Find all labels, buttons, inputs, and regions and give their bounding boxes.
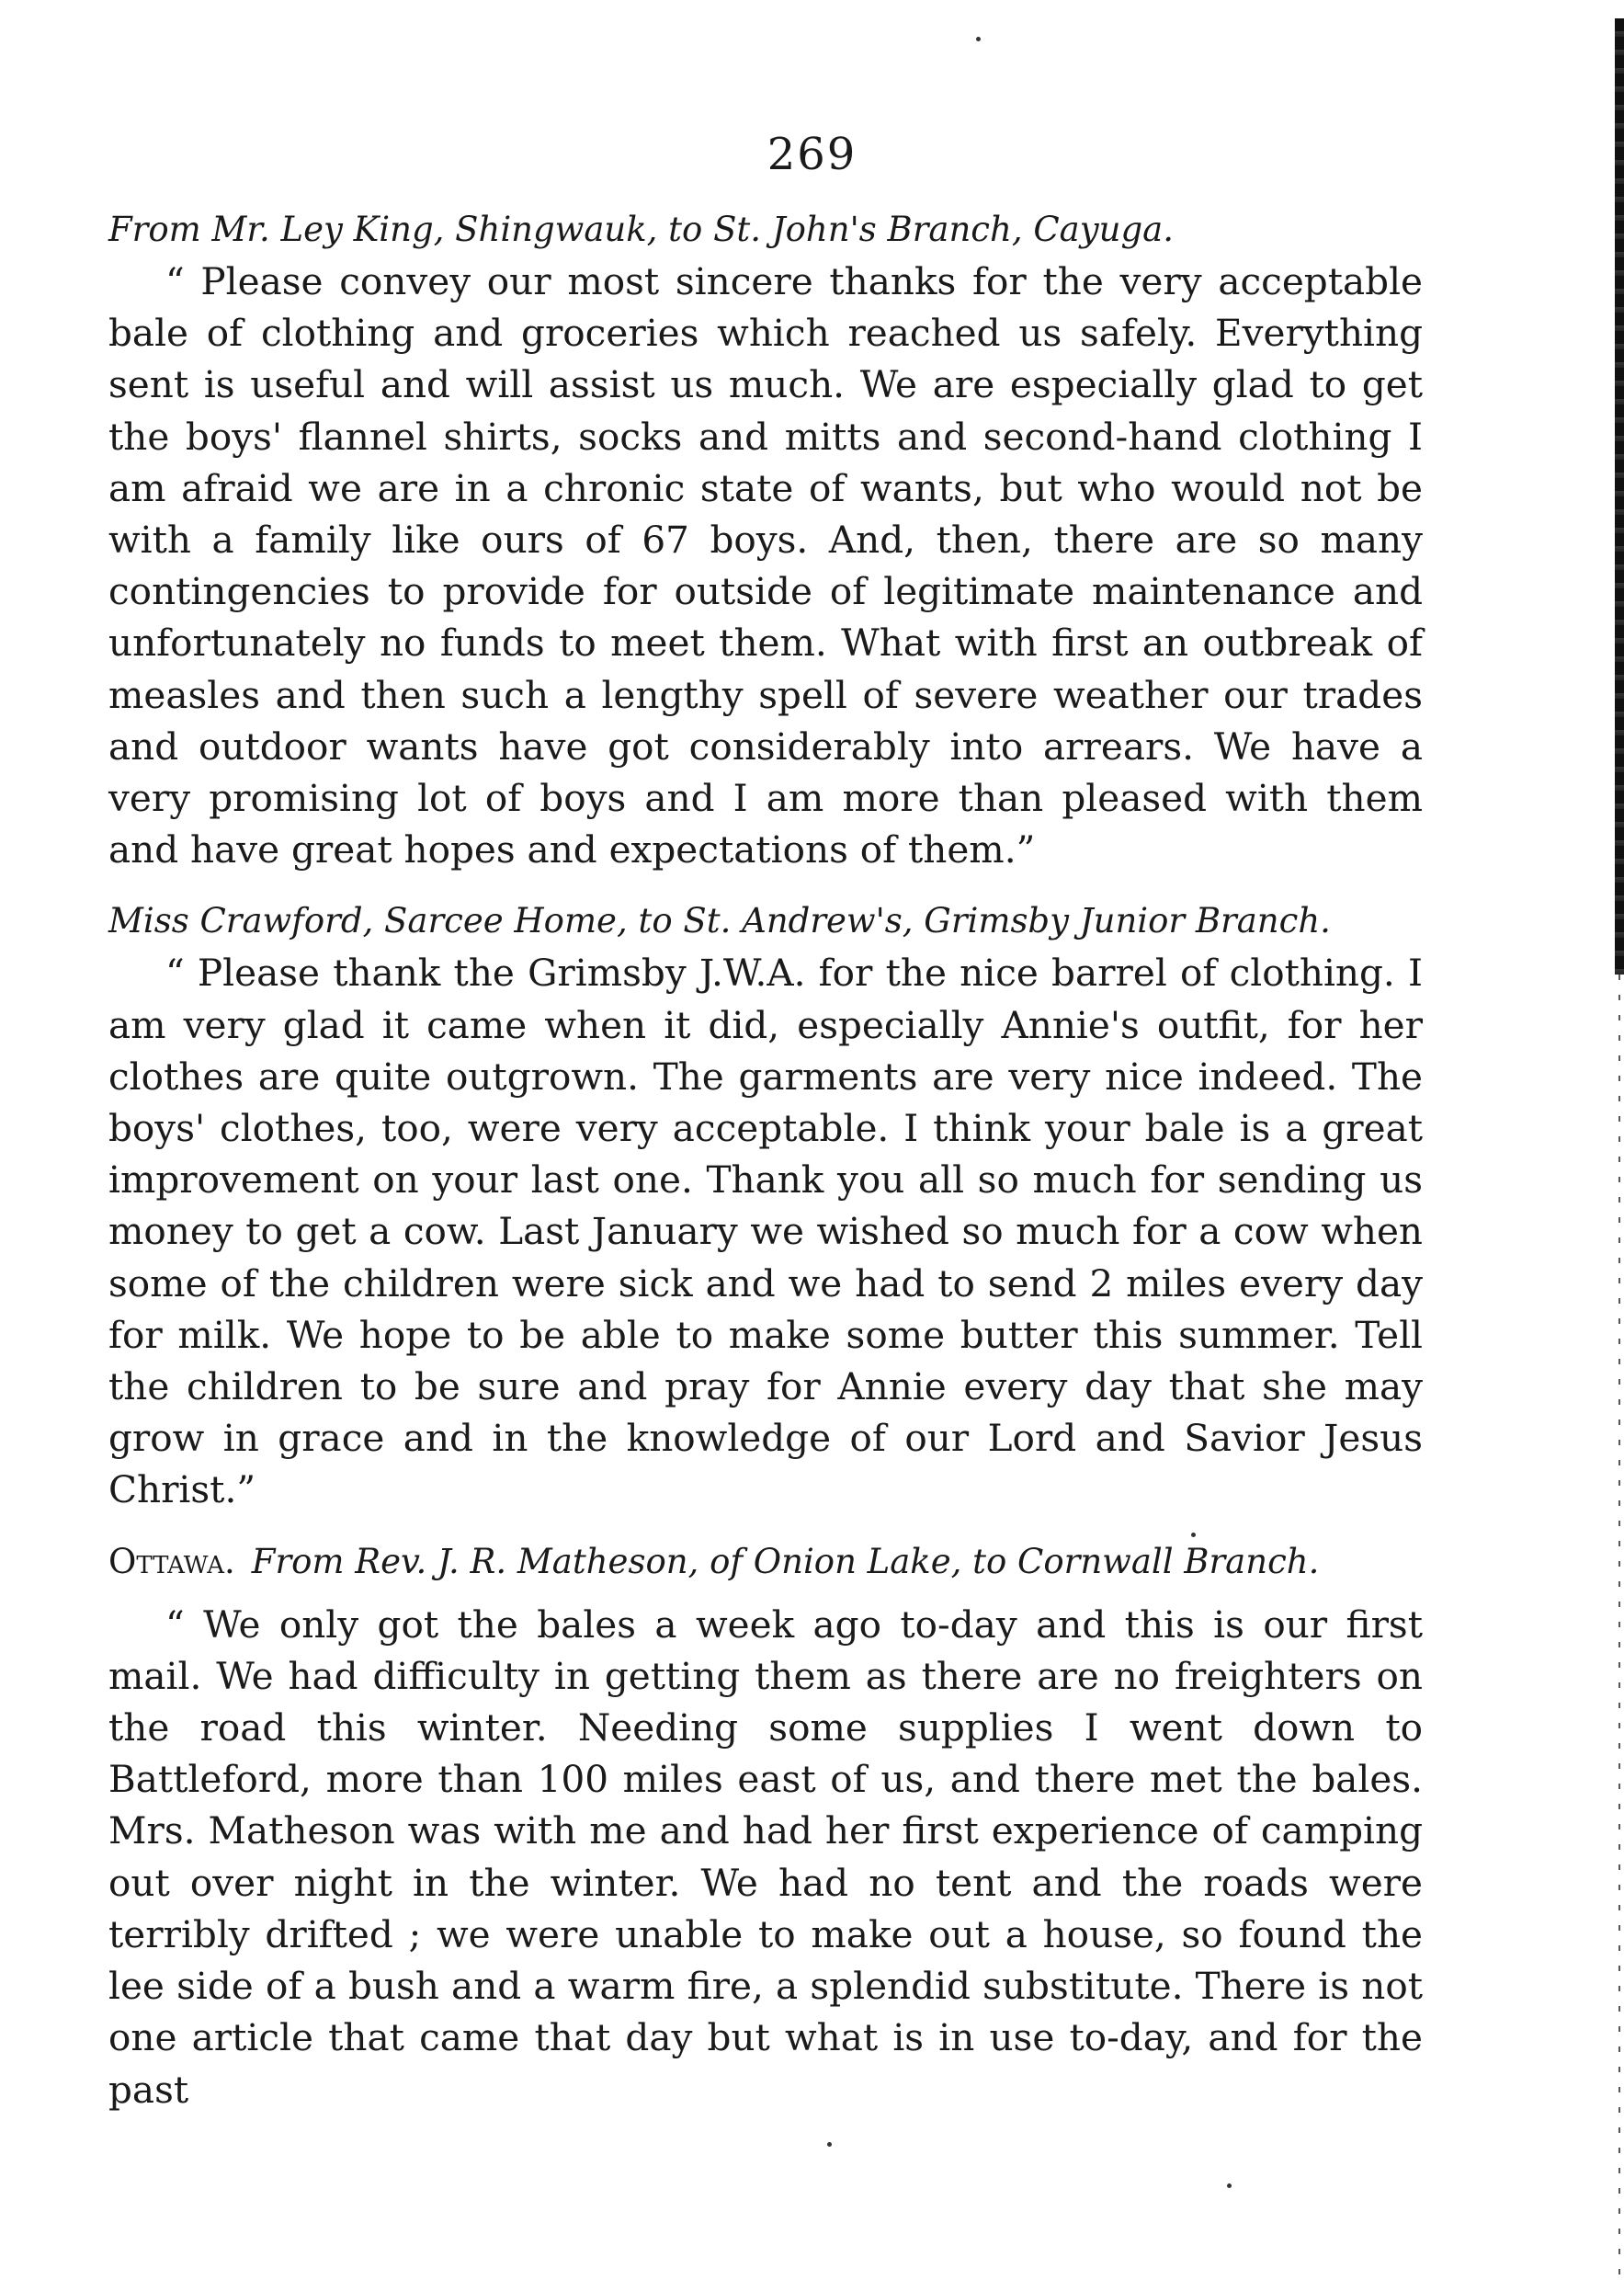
- heading-text: From Rev. J. R. Matheson, of Onion Lake, to Cornwall Branch.: [251, 1541, 1320, 1581]
- heading-text: From Mr. Ley King, Shingwauk, to St. John's Branch, Cayuga.: [108, 210, 1174, 249]
- scan-speck: [1227, 2183, 1232, 2188]
- letter-body: “ Please convey our most sincere thanks for the very acceptable bale of clothing and groceries which reached us safely. Everything sent is useful and will assist us much. We are especially glad to get the boys' flannel shirts, socks and mitts and second-hand clothing I am afraid we are in a chronic state of wants, but who would not be with a family like ours of 67 boys. And, then, there are so many contingencies to provide for outside of legitimate maintenance and unfortunately no funds to meet them. What with first an outbreak of measles and then such a lengthy spell of severe weather our trades and outdoor wants have got considerably into arrears. We have a very promising lot of boys and I am more than pleased with them and have great hopes and expectations of them.”: [108, 259, 1423, 872]
- diocese-label: Ottawa.: [108, 1541, 235, 1581]
- page-edge-dots: [1618, 975, 1620, 2280]
- scan-speck: [827, 2142, 832, 2147]
- letter-heading: [108, 204, 1423, 256]
- letter-heading: [108, 895, 1423, 947]
- letter-body: “ Please thank the Grimsby J.W.A. for the nice barrel of clothing. I am very glad it came when it did, especially Annie's outfit, for her clothes are quite outgrown. The garments are very nice indeed. The boys' clothes, too, were very acceptable. I think your bale is a great improvement on your last one. Thank you all so much for sending us money to get a cow. Last January we wished so much for a cow when some of the children were sick and we had to send 2 miles every day for milk. We hope to be able to make some butter this summer. Tell the children to be sure and pray for Annie every day that she may grow in grace and in the knowledge of our Lord and Savior Jesus Christ.”: [108, 951, 1423, 1512]
- letter-body: “ We only got the bales a week ago to-day and this is our first mail. We had difficulty in getting them as there are no freighters on the road this winter. Needing some supplies I went down to Battleford, more than 100 miles east of us, and there met the bales. Mrs. Matheson was with me and had her first experience of camping out over night in the winter. We had no tent and the roads were terribly drifted ; we were unable to make out a house, so found the lee side of a bush and a warm fire, a splendid substitute. There is not one article that came that day but what is in use to-day, and for the past: [108, 1602, 1423, 2112]
- heading-text: Miss Crawford, Sarcee Home, to St. Andrew's, Grimsby Junior Branch.: [108, 901, 1331, 941]
- scan-speck: [976, 37, 981, 41]
- letter-heading: [108, 1536, 1423, 1588]
- text-column: [108, 204, 1423, 2115]
- page-number: 269: [767, 129, 857, 180]
